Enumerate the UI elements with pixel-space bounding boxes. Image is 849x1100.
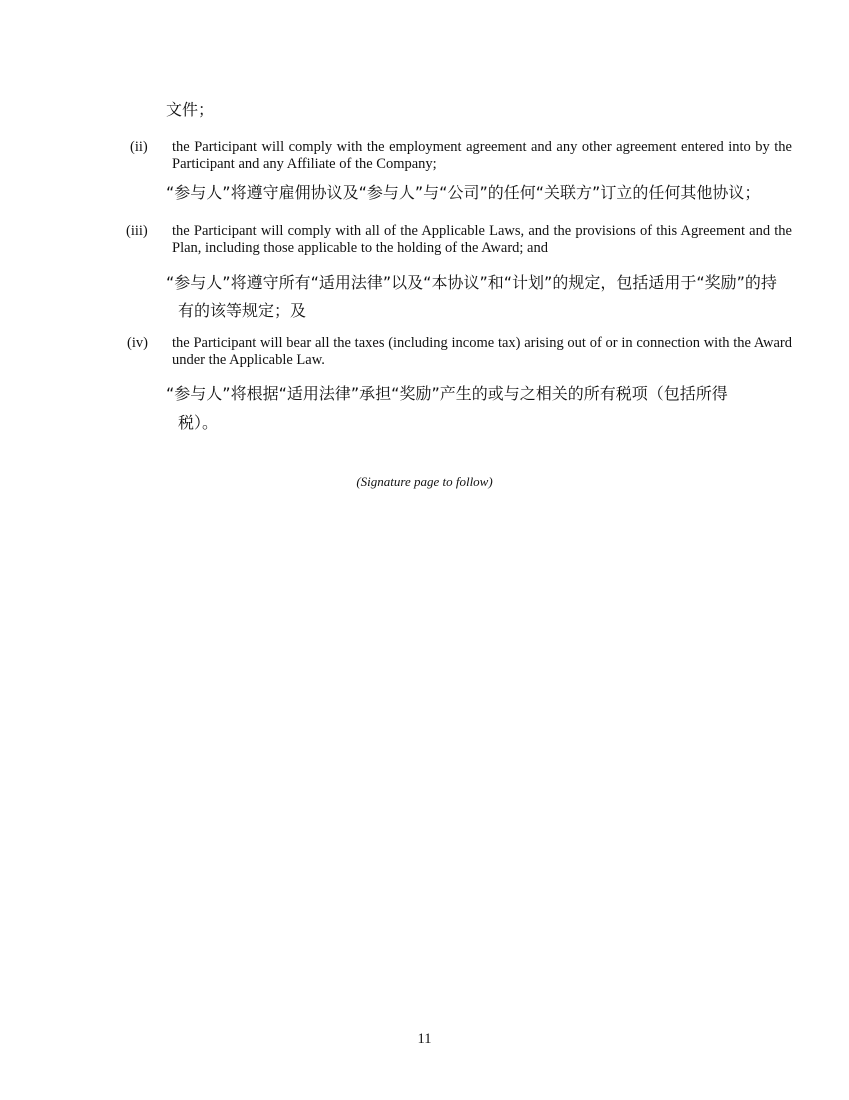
signature-note: (Signature page to follow): [356, 474, 493, 489]
clause-iv-chinese-line1: “参与人”将根据“适用法律”承担“奖励”产生的或与之相关的所有税项（包括所得: [166, 384, 728, 403]
clause-iii-english: the Participant will comply with all of the Applicable Laws, and the provisions of this Agreement and the Plan, including those applicable to the holding of the Award; and: [172, 223, 792, 256]
clause-iii-chinese-line1: “参与人”将遵守所有“适用法律”以及“本协议”和“计划”的规定，包括适用于“奖励”的持: [166, 273, 777, 292]
clause-number-iii: (iii): [126, 223, 148, 239]
clause-number-ii: (ii): [130, 139, 148, 155]
clause-ii-english: the Participant will comply with the employment agreement and any other agreement entered into by the Participant and any Affiliate of the Company;: [172, 139, 792, 172]
clause-ii-chinese: “参与人”将遵守雇佣协议及“参与人”与“公司”的任何“关联方”订立的任何其他协议；: [166, 183, 761, 202]
clause-iv-english: the Participant will bear all the taxes (including income tax) arising out of or in connection with the Award under the Applicable Law.: [172, 335, 792, 368]
clause-iv-chinese-line2: 税）。: [178, 413, 219, 432]
continuation-text: 文件；: [166, 100, 215, 119]
page-number: 11: [417, 1031, 432, 1047]
clause-number-iv: (iv): [127, 335, 148, 351]
clause-iii-chinese-line2: 有的该等规定；及: [178, 301, 307, 320]
